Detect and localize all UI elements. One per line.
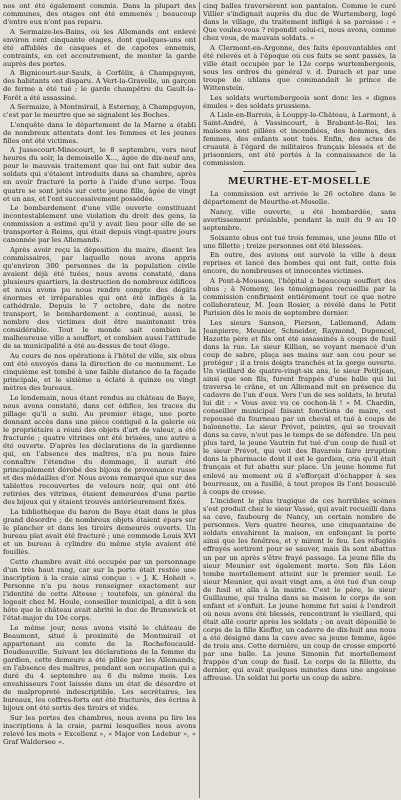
article-paragraph: Sur les portes des chambres, nous avons pu lire les inscriptions à la craie, parmi lesquelles nous avons relevé les mots « Excellenz », « Major von Ledebur », « Graf Waldersee ». (3, 713, 196, 746)
article-paragraph: A Sermaize-les-Bains, où les Allemands ont enlevé environ cent cinquante otages, dont quelques-uns ont été affublés de casques et de capotes ennemis, contraints, en cet accoutrement, de monter la garde auprès des portes. (3, 27, 196, 68)
article-paragraph: A Jussecourt-Minecourt, le 8 septembre, vers neuf heures du soir, la demoiselle X..., âgée de dix-neuf ans, pour le mauvais traitement que lui ont fait subir des soldats qui s'étaient introduits dans sa chambre, après en avoir fracturé la porte à l'aide d'une serpe. Tous quatre se sont jetés sur cette jeune fille, âgée de vingt et un ans, et l'ont successivement possédée. (3, 146, 196, 203)
article-paragraph: Les soldats wurtembergeois sont donc les « dignes émules » des soldats prussiens. (203, 93, 396, 110)
article-paragraph: Le bombardement d'une ville ouverte constituant incontestablement une violation du droit des gens, la commission a estimé qu'il y avait lieu pour elle de se transporter à Reims, qui était depuis vingt-quatre jours canonnée par les Allemands. (3, 204, 196, 245)
article-paragraph: Soixante obus ont tué trois femmes, une jeune fille et une fillette ; treize personnes ont été blessées. (203, 233, 396, 250)
article-paragraph: La commission est arrivée le 26 octobre dans le département de Meurthe-et-Moselle. (203, 190, 396, 207)
article-paragraph: A Lisle-en-Barrois, à Louppy-le-Château, à Larmont, à Saint-André, à Vassincourt, à Brabant-le-Roi, les maisons sont pillées et incendiées, des hommes, des femmes, des enfants sont tués. Enfin, des actes de cruauté à l'égard de militaires français blessés et de prisonniers, ont été portés à la connaissance de la commission. (203, 111, 396, 168)
section-heading: MEURTHE-ET-MOSELLE (228, 175, 371, 188)
right-column (203, 2, 396, 798)
article-paragraph: Le même jour, nous avons visité le château de Beaumont, situé à proximité de Montmirail et appartenant au comte de la Rochefoucauld-Doudeauville. Suivant les déclarations de la femme du gardien, cette demeure a été pillée par les Allemands, en l'absence des maîtres, pendant son occupation qui a duré du 4 septembre au 6 du même mois. Les envahisseurs l'ont laissée dans un état de désordre et de malpropreté indescriptible. Les secrétaires, les bureaux, les coffres-forts ont été fracturés, des écrins à bijoux ont été sortis des tiroirs et vidés. (3, 623, 196, 712)
article-paragraph: A Clermont-en-Argonne, des faits épouvantables ont été relevés et à l'époque où ces faits se sont passés, la ville était occupée par le 12e corps wurtembergeois, sous les ordres du général v. d. Durach et par une troupe de uhlans que commandait le prince de Wittenstein. (203, 43, 396, 92)
article-paragraph: Les sieurs Sanson, Pierson, Lallemand, Adam Jeanpierre, Meunier, Schneider, Raymond, Duponcel, Hazotte père et fils ont été assassinés à coups de fusil dans la rue. Le sieur Killian, se voyant menacé d'un coup de sabre, plaça ses mains sur son cou pour se protéger ; il a trois doigts tranchés et la gorge ouverte. Un vieillard de quatre-vingt-six ans, le sieur Petitjean, ainsi que son fils, furent frappés d'une balle qui lui traversa le crâne, et un Allemand mit en présence du cadavre de l'un d'eux. Vers l'un de ses soldats, le brutal lui dit : « Vous avez vu ce cochon-là ! » M. Chardin, conseiller municipal faisant fonctions de maire, est repoussé du fourneau par un cheval et tué à coups de baïonnette. Le sieur Prévot, peintre, qui se trouvait dans sa cave, n'eut pas le temps de se défendre. Un peu plus tard, le jeune Vautrin fut tué d'un coup de fusil et le sieur Prévot, qui voit des Bavarois faire irruption dans la pharmacie dont il est le gardien, cria qu'il était français et fut abattu sur place. Un jeune homme fut enlevé au moment où il s'efforçait d'échapper à ses bourreaux, on a fusillé, à tout propos ils l'ont bousculé à coups de crosse. (203, 318, 396, 496)
column-divider (199, 2, 200, 798)
article-paragraph: nos ont été également commis. Dans la plupart des communes, des otages ont été emmenés ; beaucoup d'entre eux n'ont pas reparu. (3, 2, 196, 27)
article-paragraph: cinq balles traversèrent son pantalon. Comme le curé Villier s'indignait auprès du duc de Wurtemberg, logé dans le village, du traitement infligé à sa paroisse : « Que voulez-vous ? répondit celui-ci, nous avons, comme chez vous, de mauvais soldats. » (203, 2, 396, 43)
article-paragraph: Cette chambre avait été occupée par un personnage d'un très haut rang, car sur la porte était restée une inscription à la craie ainsi conçue : « J. K. Hoheit ». Personne n'a pu nous renseigner exactement sur l'identité de cette Altesse ; toutefois, un général du logeait chez M. Houle, conseiller municipal, a dit à son hôte que le château avait abrité le duc de Brunswick et l'état-major du 10e corps. (3, 557, 196, 622)
article-paragraph: Le lendemain, nous étant rendus au château de Baye, nous avons constaté, dans cet édifice, les traces du pillage qu'il a subi. Au premier étage, une porte donnant accès dans une pièce contiguë à la galerie où le propriétaire a réuni des objets d'art de valeur, a été fracturée ; quatre vitrines ont été brisées, une autre a été ouverte. D'après les déclarations de la gardienne qui, en l'absence des maîtres, n'a pu nous faire connaître l'étendue du dommage, il aurait été principalement dérobé des bijoux de provenance russe et des médailles d'or. Nous avons remarqué que sur des tablettes recouvertes de velours noir, qui ont été retirées des vitrines, étaient demeurées d'une partie des bijoux qui y étaient trouvés antérieurement fixés. (3, 393, 196, 507)
article-paragraph: A Bignicourt-sur-Saulx, à Corfélix, à Champguyon, des habitants ont disparu. A Vert-la-Gravelle, un garçon de ferme a été tué ; le garde champêtre du Gault-la-Forêt a été assassiné. (3, 69, 196, 102)
article-paragraph: Nancy, ville ouverte, a été bombardée, sans avertissement préalable, pendant la nuit du 9 au 10 septembre. (203, 208, 396, 233)
article-paragraph: Au cours de nos opérations à l'hôtel de ville, six obus ont été envoyés dans la direction de ce monument. Le cinquième est tombé à une faible distance de la façade principale, et le sixième a éclaté à quinze ou vingt mètres des bureaux. (3, 351, 196, 393)
article-paragraph: L'incident le plus tragique de ces horribles scènes s'est produit chez le sieur Vassé, qui avait recueilli dans sa cave, faubourg de Nancy, un certain nombre de personnes. Vers quatre heures, une cinquantaine de soldats envahirent la maison, en enfonçant la porte ainsi que les fenêtres, et y mirent le feu. Les réfugiés effrayés sortirent pour se sauver, mais ils sont abattus un par un après s'être frayé passage. La jeune fille du sieur Meunier est également morte. Son fils Léon tombe mortellement atteint sur le premier seuil. Le sieur Meunier, qui avait vingt ans, a été tué d'un coup de fusil et alla à la mairie. C'est le père, le sieur Guillaume, qui traîna dans sa maison le corps de son enfant et s'enfuit. Le jeune homme fut saisi à l'endroit où nous avons été blessés, rencontrant le vieillard, qui était allé courir après les soldats ; on avait dépouillé le corps de la fille Kieffer, un cadavre de dix-huit ans nous a été désigné dans la cave avec sa jeune femme, âgée de trois ans. Cette dernière, un coup de crosse emporté par une balle. La jeune Simonin fut mortellement frappée d'un coup de fusil. Le corps de la fillette, du dernier, qui avait quelques minutes dans une angoisse affreuse. Un soldat lui porte un coup de sabre. (203, 497, 396, 683)
article-paragraph: A Pont-à-Mousson, l'hôpital a beaucoup souffert des obus ; à Nomeny, les témoignages recueillis par la commission confirment entièrement tout ce que notre collaborateur, M. Jean Rosier, a révélé dans le Petit Parisien dès le mois de septembre dernier. (203, 276, 396, 318)
article-paragraph: L'enquête dans le département de la Marne a établi de nombreux attentats dont les femmes et les jeunes filles ont été victimes. (3, 120, 196, 145)
section-rule (243, 171, 356, 172)
article-paragraph: A Sermaize, à Montmirail, à Esternay, à Champguyon, c'est par le meurtre que se signalent les Boches. (3, 103, 196, 120)
left-column (3, 2, 196, 798)
article-paragraph: La bibliothèque du baron de Baye était dans le plus grand désordre ; de nombreux objets étaient épars sur le plancher et dans les tiroirs demeurés ouverts. Un bureau plat avait été fracturé ; une commode Louis XVI et un bureau à cylindre du même style avaient été fouillés. (3, 507, 196, 557)
article-paragraph: En outre, des avions ont survolé la ville à deux reprises et lancé des bombes qui ont fait, cette fois encore, de nombreuses et innocentes victimes. (203, 251, 396, 276)
article-paragraph: Après avoir reçu la déposition du maire, disent les commissaires, par laquelle nous avons appris qu'environ 300 personnes de la population civile avaient déjà été tuées, nous avons constaté, dans plusieurs quartiers, la destruction de nombreux édifices et nous avons pu nous rendre compte des dégâts énormes et irréparables qui ont été infligés à la cathédrale. Depuis le 7 octobre, date de notre transport, le bombardement a continué, aussi, le nombre des victimes doit être maintenant très considérable. Tout le monde sait combien la malheureuse ville a souffert, et combien aussi l'attitude de sa municipalité a été au-dessus de tout éloge. (3, 245, 196, 351)
